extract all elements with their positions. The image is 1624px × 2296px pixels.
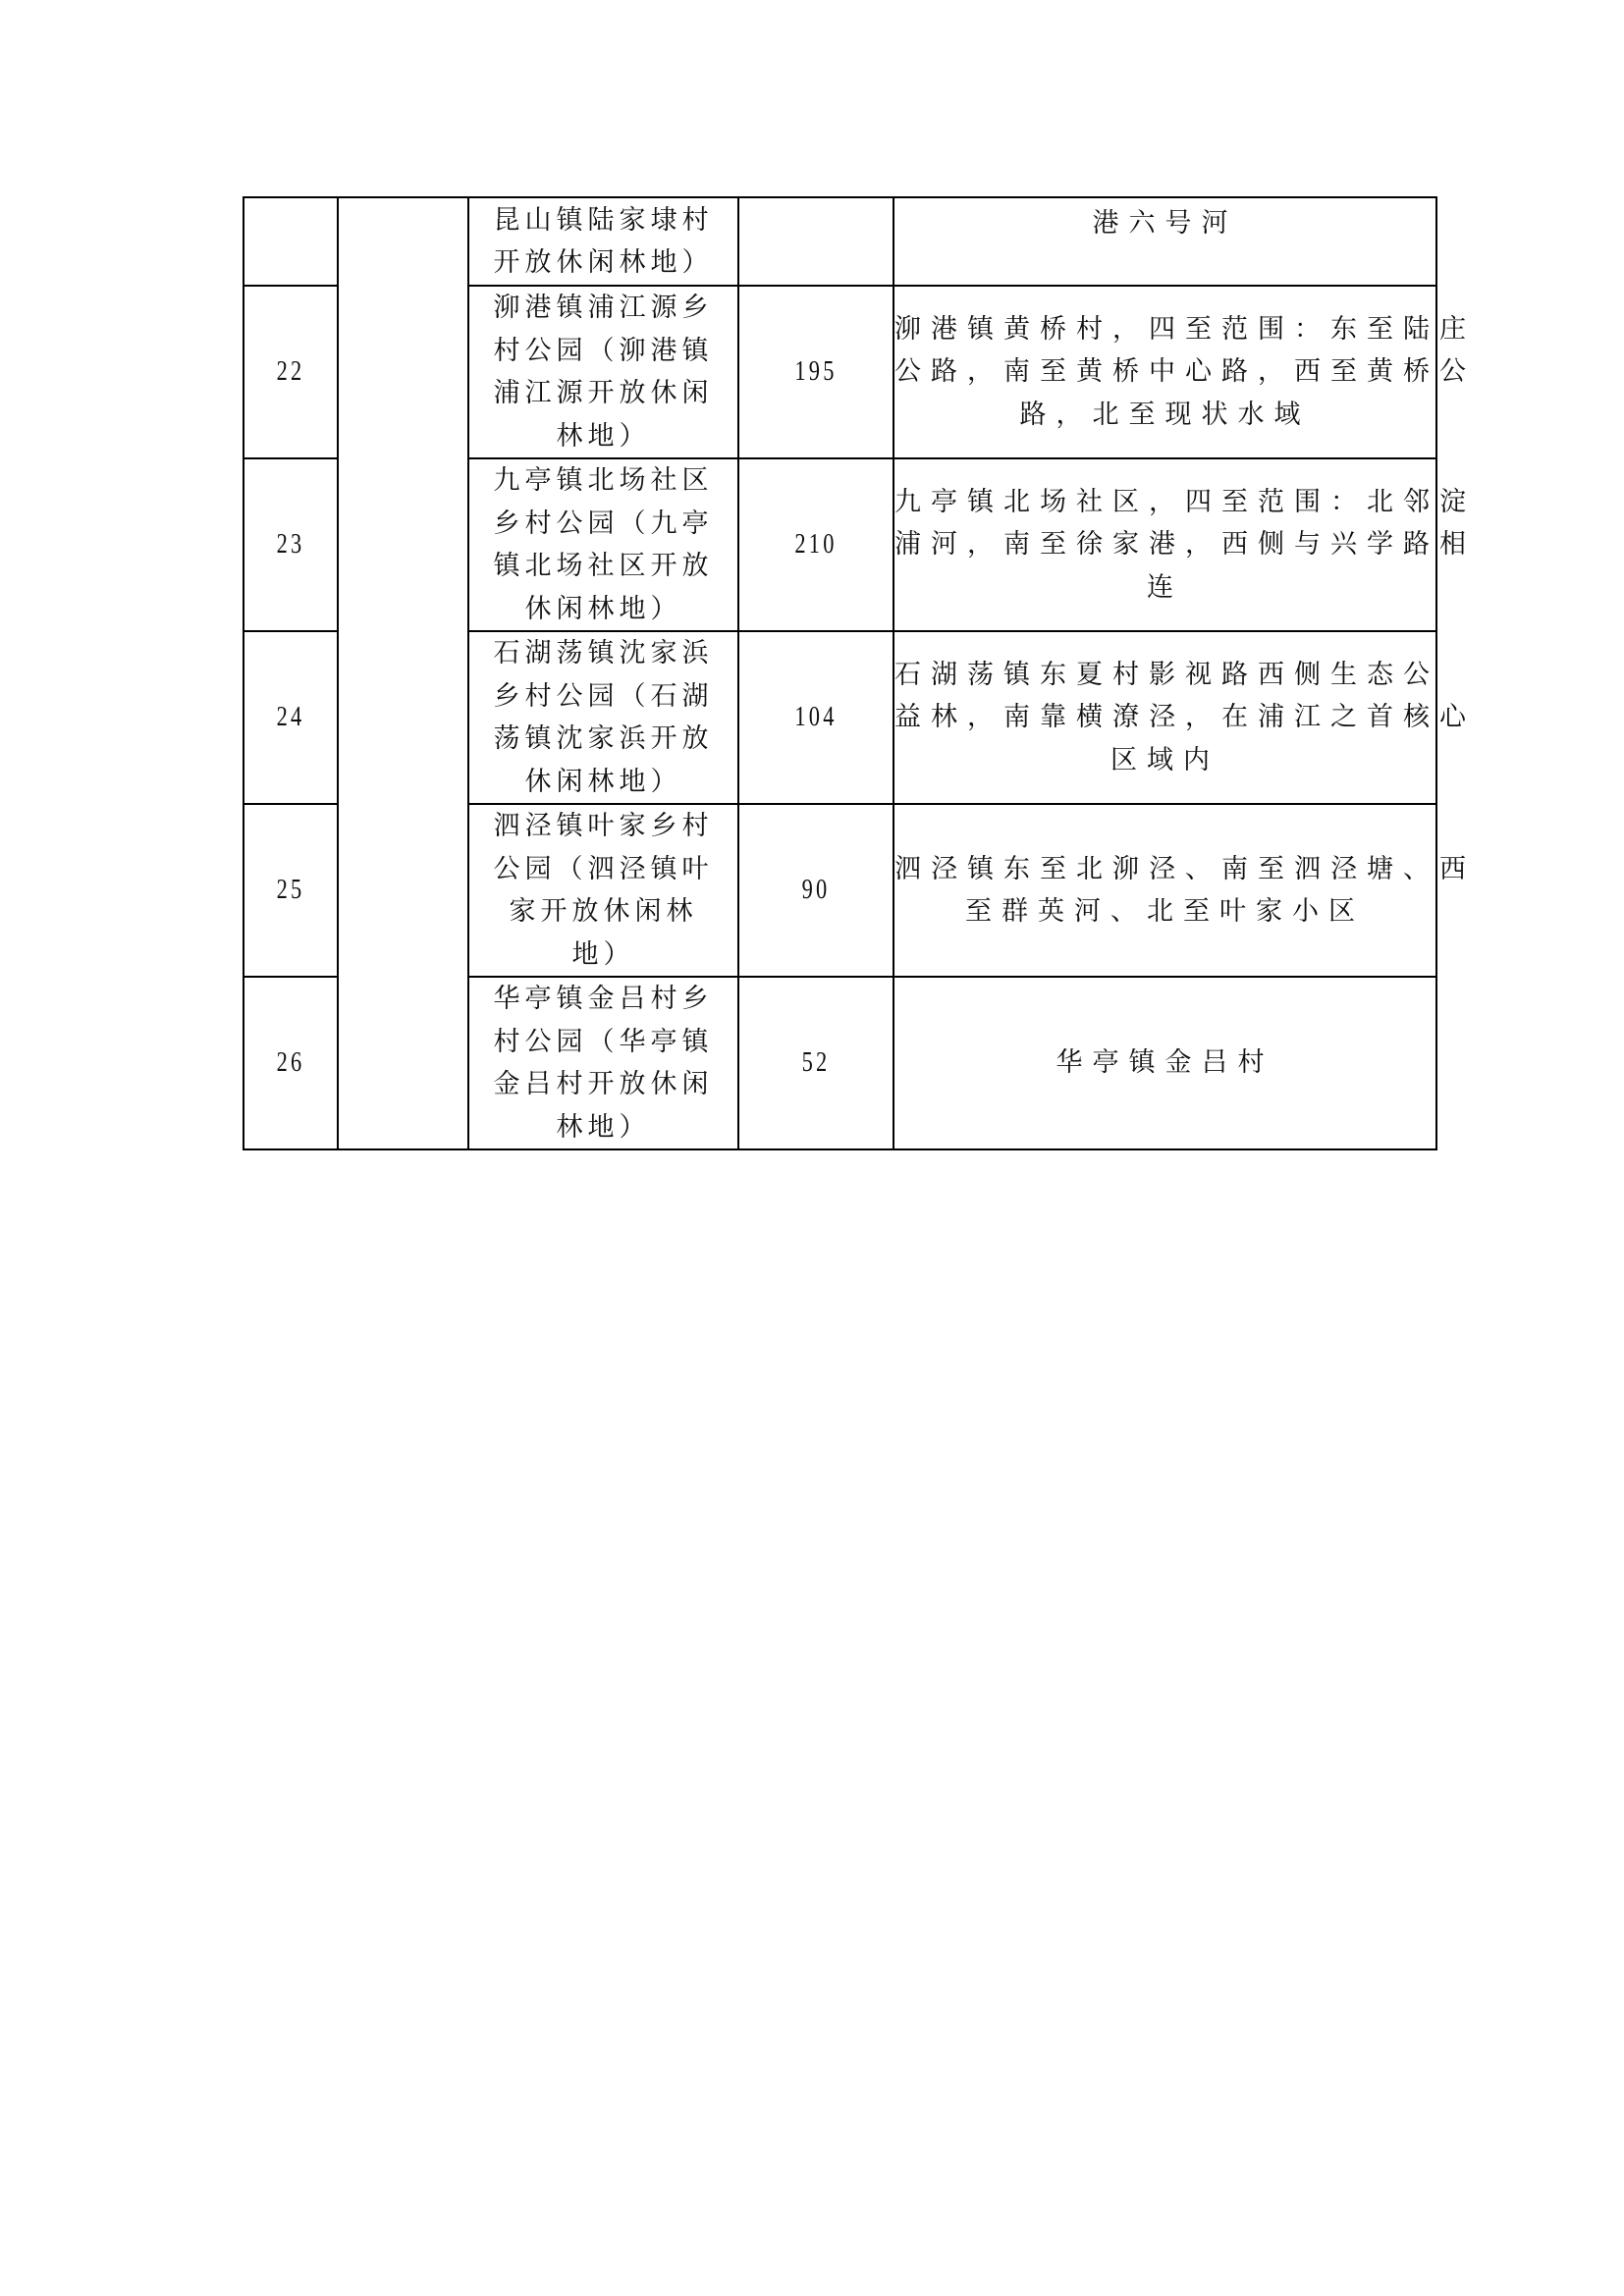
location-line: 公路，南至黄桥中心路，西至黄桥公 <box>894 356 1476 388</box>
park-name-line: 休闲林地） <box>524 766 682 797</box>
location-line: 连 <box>1147 571 1183 603</box>
location-line: 石湖荡镇东夏村影视路西侧生态公 <box>894 659 1439 690</box>
location-cell <box>893 458 1476 631</box>
location-line: 华亭镇金吕村 <box>1056 1047 1274 1079</box>
park-name-line: 金吕村开放休闲 <box>493 1069 714 1099</box>
row-number-cell: 25 <box>244 804 338 977</box>
park-name-line: 地） <box>571 938 635 970</box>
park-name-line: 林地） <box>556 1111 651 1143</box>
park-name-line: 华亭镇金吕村乡 <box>493 984 714 1014</box>
park-name-line: 公园（泗泾镇叶 <box>493 853 714 884</box>
park-name-cell <box>468 197 738 286</box>
location-line: 泗泾镇东至北泖泾、南至泗泾塘、西 <box>894 853 1476 884</box>
row-number-cell: 26 <box>244 977 338 1149</box>
park-name-line: 村公园（华亭镇 <box>493 1026 714 1057</box>
park-name-line: 镇北场社区开放 <box>493 551 714 581</box>
park-name-line: 昆山镇陆家埭村 <box>493 204 714 236</box>
location-line: 至群英河、北至叶家小区 <box>965 896 1365 927</box>
park-name-line: 村公园（泖港镇 <box>493 335 714 366</box>
row-number-cell: 22 <box>244 286 338 458</box>
park-name-line: 开放休闲林地） <box>493 247 714 278</box>
location-line: 区域内 <box>1110 744 1219 775</box>
park-name-line: 石湖荡镇沈家浜 <box>493 638 714 668</box>
row-number-cell: 23 <box>244 458 338 631</box>
park-name-cell <box>468 286 738 458</box>
area-cell: 104 <box>738 631 893 804</box>
park-name-line: 九亭镇北场社区 <box>493 465 714 496</box>
area-cell: 90 <box>738 804 893 977</box>
park-name-line: 家开放休闲林 <box>509 896 698 927</box>
park-name-cell <box>468 458 738 631</box>
location-line: 益林，南靠横潦泾，在浦江之首核心 <box>894 702 1476 733</box>
district-cell <box>338 197 468 1149</box>
location-cell <box>893 286 1476 458</box>
location-line: 泖港镇黄桥村，四至范围：东至陆庄 <box>894 313 1476 345</box>
park-name-line: 乡村公园（九亭 <box>493 507 714 539</box>
park-name-cell <box>468 977 738 1149</box>
location-cell <box>893 631 1476 804</box>
row-number-cell: 24 <box>244 631 338 804</box>
location-cell <box>893 804 1476 977</box>
park-name-line: 泖港镇浦江源乡 <box>493 293 714 323</box>
park-name-line: 乡村公园（石湖 <box>493 680 714 712</box>
area-cell: 210 <box>738 458 893 631</box>
area-cell <box>738 197 893 286</box>
park-name-line: 泗泾镇叶家乡村 <box>493 811 714 841</box>
location-cell <box>893 197 1436 286</box>
park-name-line: 浦江源开放休闲 <box>493 378 714 408</box>
location-line: 路，北至现状水域 <box>1019 399 1311 430</box>
rural-park-table <box>243 196 1476 1150</box>
park-name-line: 林地） <box>556 420 651 452</box>
area-cell: 195 <box>738 286 893 458</box>
location-cell <box>893 977 1436 1149</box>
park-name-line: 荡镇沈家浜开放 <box>493 723 714 754</box>
location-line: 港六号河 <box>1092 208 1238 239</box>
park-name-line: 休闲林地） <box>524 593 682 624</box>
location-line: 九亭镇北场社区，四至范围：北邻淀 <box>894 486 1476 517</box>
table-row <box>244 197 1436 286</box>
row-number-cell <box>244 197 338 286</box>
location-line: 浦河，南至徐家港，西侧与兴学路相 <box>894 529 1476 561</box>
park-name-cell <box>468 631 738 804</box>
park-name-cell <box>468 804 738 977</box>
area-cell: 52 <box>738 977 893 1149</box>
